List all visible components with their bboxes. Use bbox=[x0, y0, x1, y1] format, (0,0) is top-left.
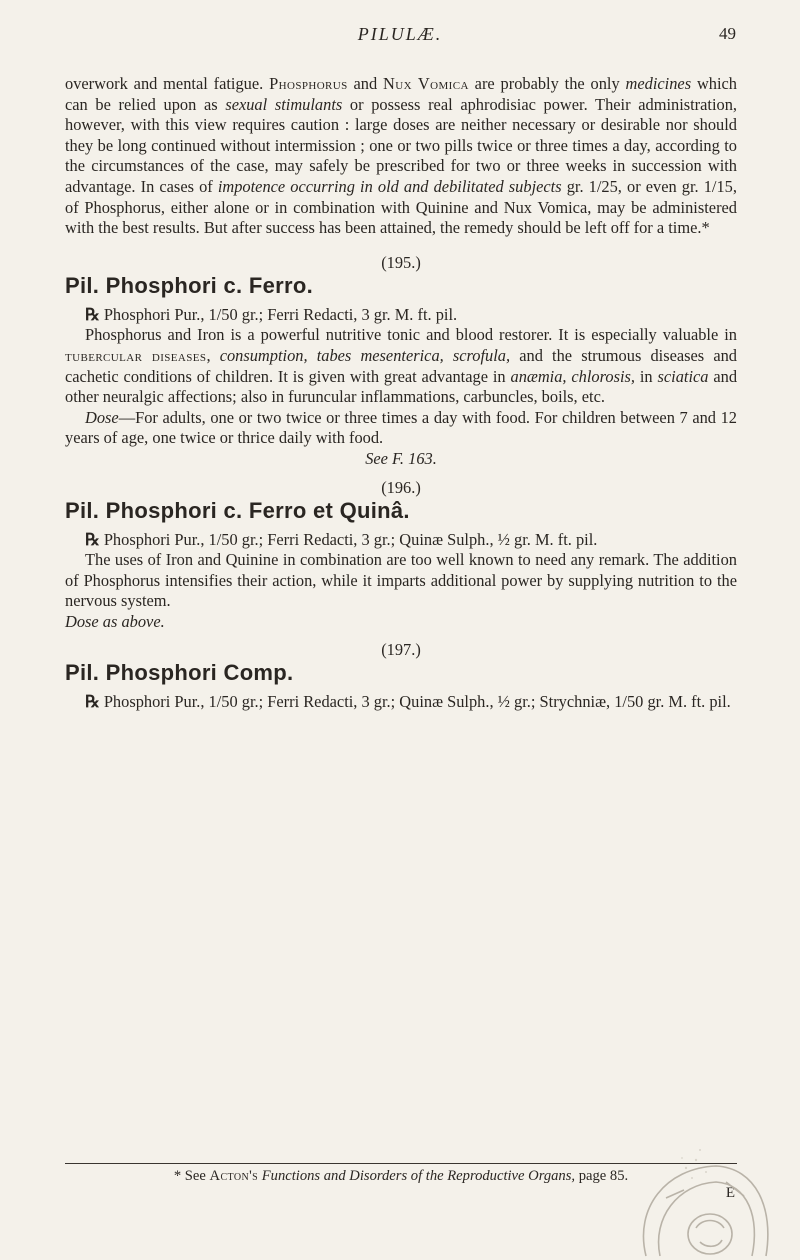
prescription-line bbox=[65, 305, 737, 326]
cross-reference: See F. 163. bbox=[365, 448, 437, 468]
page-number: 49 bbox=[719, 24, 736, 43]
fraction: 1/15 bbox=[703, 176, 733, 196]
prescription-line bbox=[65, 692, 737, 713]
signature-mark: E bbox=[725, 1185, 735, 1201]
rx-icon: ℞ bbox=[85, 304, 100, 324]
dose-label: Dose bbox=[85, 407, 119, 427]
prescription-line bbox=[65, 530, 737, 551]
section-heading: Pil. Phosphori c. Ferro. bbox=[65, 272, 314, 298]
term-phosphorus: Phosphorus bbox=[269, 74, 348, 93]
page-body bbox=[65, 74, 737, 713]
running-head bbox=[64, 24, 736, 48]
formula-text: Phosphori Pur., 1/50 gr.; Ferri Redacti, 3 gr. M. ft. pil. bbox=[103, 304, 458, 324]
fraction: 1/25 bbox=[588, 176, 618, 196]
section-body: Phosphorus and Iron is a powerful nutritive tonic and blood restorer. It is especially valuable in tubercular diseases, consumption, tabes mesenterica, scrofula, and the strumous diseases and cachetic conditions of children. It is given with great advantage in anæmia, chlorosis, in sciatica and other neuralgic affections; also in furuncular inflammations, carbuncles, boils, etc. bbox=[65, 325, 738, 407]
section-heading: Pil. Phosphori Comp. bbox=[65, 660, 294, 686]
formula-number: (197.) bbox=[381, 640, 421, 660]
formula-number: (195.) bbox=[381, 252, 421, 272]
section-heading: Pil. Phosphori c. Ferro et Quinâ. bbox=[65, 497, 410, 523]
rx-icon: ℞ bbox=[85, 692, 100, 712]
formula-text: Phosphori Pur., 1/50 gr.; Ferri Redacti, 3 gr.; Quinæ Sulph., ½ gr. M. ft. pil. bbox=[103, 529, 598, 549]
rx-icon: ℞ bbox=[85, 529, 100, 549]
library-stamp-icon bbox=[626, 1138, 776, 1260]
term-nux-vomica: Nux Vomica bbox=[383, 74, 469, 93]
dose-note: Dose as above. bbox=[65, 611, 165, 631]
intro-paragraph: overwork and mental fatigue. Phosphorus and Nux Vomica are probably the only medicines which can be relied upon as sexual stimulants or possess real aphrodisiac power. Their administration, however, with this view requires caution : large doses are neither necessary or desirable nor should they be long continued without intermission ; one or two pills twice or three times a day, according to the circumstances of the case, may safely be prescribed for two or three weeks in succession with advantage. In cases of impotence occurring in old and debilitated subjects gr. 1/25, or even gr. 1/15, of Phosphorus, either alone or in combination with Quinine and Nux Vomica, may be administered with the best results. But after success has been attained, the remedy should be left off for a time.* bbox=[65, 74, 738, 238]
dose-paragraph: Dose—For adults, one or two twice or three times a day with food. For children between 7 and 12 years of age, one twice or thrice daily with food. bbox=[65, 407, 737, 448]
footnote: * See Acton's Functions and Disorders of the Reproductive Organs, page 85. bbox=[173, 1168, 629, 1184]
section-body: The uses of Iron and Quinine in combination are too well known to need any remark. The addition of Phosphorus intensifies their action, while it imparts additional power by supplying nutrition to the nervous system. bbox=[65, 550, 737, 611]
running-title: PILULÆ. bbox=[357, 24, 443, 44]
formula-text: Phosphori Pur., 1/50 gr.; Ferri Redacti, 3 gr.; Quinæ Sulph., ½ gr.; Strychniæ, 1/50 gr. M. ft. pil. bbox=[103, 692, 731, 712]
formula-number: (196.) bbox=[381, 477, 421, 497]
